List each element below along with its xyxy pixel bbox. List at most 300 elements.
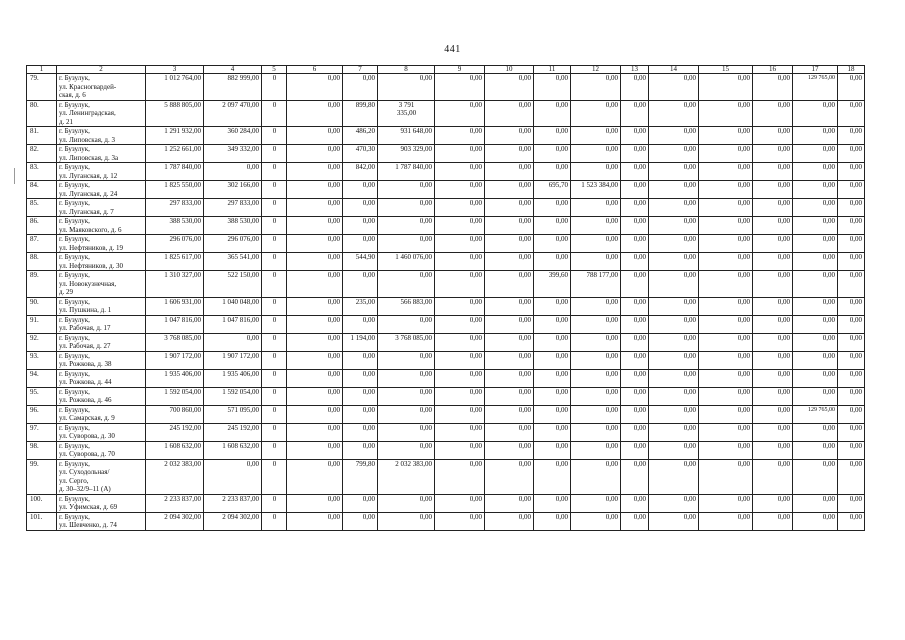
table-row bbox=[27, 100, 865, 127]
value-cell: 0,00 bbox=[699, 351, 753, 369]
value-cell: 0,00 bbox=[621, 271, 649, 298]
header-cell: 5 bbox=[262, 66, 287, 74]
address-cell bbox=[57, 100, 146, 127]
value-cell: 296 076,00 bbox=[204, 235, 262, 253]
value-cell: 0,00 bbox=[287, 315, 343, 333]
value-cell: 0,00 bbox=[753, 297, 793, 315]
cell-line: ул. Луганская, д. 7 bbox=[59, 207, 114, 216]
value-cell: 0,00 bbox=[793, 199, 838, 217]
cell-line: 3 791 bbox=[398, 100, 415, 109]
table-row bbox=[27, 441, 865, 459]
value-cell: 0,00 bbox=[287, 351, 343, 369]
value-cell: 235,00 bbox=[343, 297, 378, 315]
value-cell: 700 860,00 bbox=[146, 405, 204, 423]
value-cell: 1 935 406,00 bbox=[204, 369, 262, 387]
value-cell: 0,00 bbox=[485, 369, 534, 387]
address-cell bbox=[57, 351, 146, 369]
value-cell: 0,00 bbox=[793, 145, 838, 163]
value-cell: 0,00 bbox=[343, 441, 378, 459]
cell-line: ул. Маяковского, д. 6 bbox=[59, 225, 122, 234]
value-cell: 0,00 bbox=[699, 315, 753, 333]
value-cell: 0,00 bbox=[699, 494, 753, 512]
value-cell: 0,00 bbox=[838, 74, 865, 101]
row-number: 86. bbox=[27, 217, 57, 235]
address-cell bbox=[57, 297, 146, 315]
page-number: 441 bbox=[444, 44, 461, 55]
value-cell: 0,00 bbox=[699, 333, 753, 351]
value-cell: 0,00 bbox=[485, 127, 534, 145]
value-cell: 0,00 bbox=[287, 100, 343, 127]
value-cell: 1 047 816,00 bbox=[146, 315, 204, 333]
value-cell: 0,00 bbox=[534, 423, 571, 441]
value-cell: 0,00 bbox=[287, 459, 343, 494]
value-cell: 0,00 bbox=[378, 217, 435, 235]
cell-line: ул. Луганская, д. 12 bbox=[59, 171, 118, 180]
table-row bbox=[27, 494, 865, 512]
value-cell: 5 888 805,00 bbox=[146, 100, 204, 127]
value-cell: 0,00 bbox=[485, 181, 534, 199]
value-cell: 0,00 bbox=[343, 235, 378, 253]
value-cell: 1 787 840,00 bbox=[378, 163, 435, 181]
value-cell: 0,00 bbox=[621, 217, 649, 235]
cell-line: г. Бузулук, bbox=[59, 333, 90, 342]
value-cell: 0,00 bbox=[378, 423, 435, 441]
value-cell: 0,00 bbox=[621, 369, 649, 387]
value-cell: 296 076,00 bbox=[146, 235, 204, 253]
value-cell: 0 bbox=[262, 74, 287, 101]
address-cell bbox=[57, 387, 146, 405]
value-cell: 0,00 bbox=[378, 235, 435, 253]
value-cell: 0,00 bbox=[378, 405, 435, 423]
value-cell: 0,00 bbox=[838, 441, 865, 459]
value-cell: 0,00 bbox=[621, 387, 649, 405]
value-cell: 1 787 840,00 bbox=[146, 163, 204, 181]
value-cell: 0,00 bbox=[435, 494, 485, 512]
address-cell bbox=[57, 199, 146, 217]
value-cell: 0,00 bbox=[753, 253, 793, 271]
value-cell: 0,00 bbox=[571, 163, 621, 181]
value-cell: 0,00 bbox=[699, 387, 753, 405]
cell-line: ул. Рабочая, д. 27 bbox=[59, 342, 111, 350]
value-cell: 0,00 bbox=[699, 441, 753, 459]
value-cell: 0,00 bbox=[649, 333, 699, 351]
value-cell: 0,00 bbox=[287, 199, 343, 217]
address-cell bbox=[57, 459, 146, 494]
table-row bbox=[27, 253, 865, 271]
table-row bbox=[27, 405, 865, 423]
value-cell: 0,00 bbox=[753, 405, 793, 423]
value-cell: 0,00 bbox=[793, 297, 838, 315]
value-cell: 0,00 bbox=[649, 351, 699, 369]
value-cell: 0,00 bbox=[287, 253, 343, 271]
value-cell: 0,00 bbox=[287, 387, 343, 405]
address-cell bbox=[57, 253, 146, 271]
header-cell: 3 bbox=[146, 66, 204, 74]
value-cell: 1 040 048,00 bbox=[204, 297, 262, 315]
row-number: 90. bbox=[27, 297, 57, 315]
value-cell: 0,00 bbox=[793, 181, 838, 199]
address-cell bbox=[57, 271, 146, 298]
value-cell: 0,00 bbox=[571, 459, 621, 494]
value-cell: 0,00 bbox=[485, 217, 534, 235]
table-row bbox=[27, 199, 865, 217]
value-cell: 0,00 bbox=[534, 351, 571, 369]
value-cell: 0,00 bbox=[753, 145, 793, 163]
value-cell bbox=[378, 100, 435, 127]
value-cell: 0,00 bbox=[571, 512, 621, 530]
cell-line: ул. Нефтяников, д. 19 bbox=[59, 243, 124, 252]
value-cell: 0,00 bbox=[534, 387, 571, 405]
value-cell: 0 bbox=[262, 351, 287, 369]
value-cell: 0,00 bbox=[204, 459, 262, 494]
value-cell: 0,00 bbox=[343, 405, 378, 423]
value-cell: 0 bbox=[262, 333, 287, 351]
value-cell: 0,00 bbox=[287, 74, 343, 101]
value-cell: 0 bbox=[262, 315, 287, 333]
value-cell: 0,00 bbox=[287, 423, 343, 441]
value-cell: 1 825 550,00 bbox=[146, 181, 204, 199]
address-cell bbox=[57, 127, 146, 145]
value-cell: 0,00 bbox=[378, 494, 435, 512]
value-cell: 0,00 bbox=[343, 423, 378, 441]
value-cell: 0,00 bbox=[534, 163, 571, 181]
value-cell: 0,00 bbox=[571, 423, 621, 441]
value-cell: 0,00 bbox=[287, 405, 343, 423]
value-cell: 0,00 bbox=[534, 315, 571, 333]
address-cell bbox=[57, 494, 146, 512]
value-cell: 0,00 bbox=[649, 100, 699, 127]
cell-line: г. Бузулук, bbox=[59, 297, 90, 306]
value-cell: 0,00 bbox=[649, 369, 699, 387]
cell-line: ул. Суворова, д. 70 bbox=[59, 450, 115, 458]
value-cell: 0,00 bbox=[838, 127, 865, 145]
value-cell: 0 bbox=[262, 369, 287, 387]
value-cell: 882 999,00 bbox=[204, 74, 262, 101]
value-cell: 0,00 bbox=[649, 297, 699, 315]
value-cell: 0,00 bbox=[621, 253, 649, 271]
address-cell bbox=[57, 405, 146, 423]
address-cell bbox=[57, 217, 146, 235]
cell-line: г. Бузулук, bbox=[59, 351, 90, 360]
value-cell: 0 bbox=[262, 494, 287, 512]
value-cell: 0,00 bbox=[378, 369, 435, 387]
value-cell: 0,00 bbox=[343, 199, 378, 217]
table-row bbox=[27, 387, 865, 405]
value-cell: 0,00 bbox=[343, 369, 378, 387]
cell-line: ул. Рожкова, д. 38 bbox=[59, 360, 112, 368]
value-cell: 0,00 bbox=[485, 423, 534, 441]
table-row bbox=[27, 512, 865, 530]
address-cell bbox=[57, 369, 146, 387]
value-cell: 0 bbox=[262, 127, 287, 145]
value-cell: 0,00 bbox=[753, 351, 793, 369]
value-cell: 302 166,00 bbox=[204, 181, 262, 199]
cell-line: г. Бузулук, bbox=[59, 387, 90, 396]
value-cell: 0,00 bbox=[534, 74, 571, 101]
value-cell: 0,00 bbox=[753, 217, 793, 235]
value-cell: 0,00 bbox=[485, 271, 534, 298]
table-row bbox=[27, 423, 865, 441]
value-cell: 544,90 bbox=[343, 253, 378, 271]
value-cell: 0,00 bbox=[485, 235, 534, 253]
value-cell: 0,00 bbox=[534, 235, 571, 253]
address-cell bbox=[57, 74, 146, 101]
value-cell: 0,00 bbox=[793, 441, 838, 459]
value-cell: 695,70 bbox=[534, 181, 571, 199]
value-cell: 0,00 bbox=[571, 253, 621, 271]
header-cell: 2 bbox=[57, 66, 146, 74]
value-cell: 1 291 932,00 bbox=[146, 127, 204, 145]
value-cell: 0,00 bbox=[793, 253, 838, 271]
value-cell: 0,00 bbox=[485, 199, 534, 217]
value-cell: 0,00 bbox=[534, 459, 571, 494]
cell-line: ул. Липовская, д. 3 bbox=[59, 135, 115, 144]
value-cell: 0,00 bbox=[753, 512, 793, 530]
data-table bbox=[26, 65, 865, 531]
cell-line: ул. Луганская, д. 24 bbox=[59, 189, 118, 198]
value-cell: 0,00 bbox=[621, 145, 649, 163]
value-cell: 349 332,00 bbox=[204, 145, 262, 163]
value-cell: 0,00 bbox=[838, 297, 865, 315]
value-cell: 0,00 bbox=[753, 181, 793, 199]
row-number: 85. bbox=[27, 199, 57, 217]
value-cell: 0,00 bbox=[649, 163, 699, 181]
value-cell: 0,00 bbox=[699, 199, 753, 217]
value-cell: 931 648,00 bbox=[378, 127, 435, 145]
cell-line: г. Бузулук, bbox=[59, 512, 90, 521]
value-cell: 0,00 bbox=[793, 494, 838, 512]
value-cell: 0,00 bbox=[435, 100, 485, 127]
value-cell: 0,00 bbox=[343, 351, 378, 369]
cell-line: ул. Самарская, д. 9 bbox=[59, 414, 115, 422]
value-cell: 0,00 bbox=[699, 253, 753, 271]
value-cell: 0,00 bbox=[621, 297, 649, 315]
cell-line: ул. Серго, bbox=[59, 476, 89, 485]
value-cell: 1 907 172,00 bbox=[146, 351, 204, 369]
value-cell: 0,00 bbox=[485, 297, 534, 315]
cell-line: ул. Ленинградская, bbox=[59, 109, 116, 117]
value-cell: 0,00 bbox=[343, 74, 378, 101]
cell-line: ул. Липовская, д. 3а bbox=[59, 153, 119, 162]
value-cell: 3 768 085,00 bbox=[378, 333, 435, 351]
value-cell: 2 233 837,00 bbox=[146, 494, 204, 512]
value-cell: 0,00 bbox=[287, 217, 343, 235]
value-cell: 0,00 bbox=[435, 351, 485, 369]
value-cell: 0,00 bbox=[649, 74, 699, 101]
value-cell: 0,00 bbox=[378, 351, 435, 369]
value-cell: 0,00 bbox=[571, 235, 621, 253]
value-cell: 0,00 bbox=[343, 387, 378, 405]
row-number: 87. bbox=[27, 235, 57, 253]
value-cell: 0,00 bbox=[343, 181, 378, 199]
header-cell: 15 bbox=[699, 66, 753, 74]
value-cell: 0,00 bbox=[435, 145, 485, 163]
cell-line: ул. Рожкова, д. 44 bbox=[59, 378, 112, 386]
value-cell: 0,00 bbox=[435, 181, 485, 199]
scan-margin-mark bbox=[14, 168, 15, 184]
value-cell: 1 608 632,00 bbox=[146, 441, 204, 459]
value-cell: 0,00 bbox=[534, 369, 571, 387]
cell-line: д. 21 bbox=[59, 117, 74, 126]
value-cell: 0,00 bbox=[287, 333, 343, 351]
cell-line: д. 29 bbox=[59, 288, 74, 296]
value-cell: 1 194,00 bbox=[343, 333, 378, 351]
value-cell: 0,00 bbox=[485, 163, 534, 181]
value-cell: 0,00 bbox=[753, 100, 793, 127]
value-cell: 0,00 bbox=[571, 441, 621, 459]
value-cell: 0,00 bbox=[435, 369, 485, 387]
value-cell: 0 bbox=[262, 199, 287, 217]
value-cell: 0,00 bbox=[838, 235, 865, 253]
table-row bbox=[27, 459, 865, 494]
value-cell: 0 bbox=[262, 217, 287, 235]
cell-line: ул. Рожкова, д. 46 bbox=[59, 396, 112, 404]
value-cell: 0,00 bbox=[621, 423, 649, 441]
header-cell: 14 bbox=[649, 66, 699, 74]
value-cell: 0,00 bbox=[287, 494, 343, 512]
value-cell: 0,00 bbox=[621, 181, 649, 199]
header-cell: 13 bbox=[621, 66, 649, 74]
value-cell: 0 bbox=[262, 297, 287, 315]
value-cell: 0,00 bbox=[753, 387, 793, 405]
value-cell: 0,00 bbox=[649, 253, 699, 271]
value-cell: 0,00 bbox=[435, 163, 485, 181]
value-cell: 1 608 632,00 bbox=[204, 441, 262, 459]
value-cell: 0,00 bbox=[793, 333, 838, 351]
header-cell: 8 bbox=[378, 66, 435, 74]
value-cell: 0,00 bbox=[649, 217, 699, 235]
cell-line: 335,00 bbox=[396, 109, 417, 117]
cell-line: ская, д. 6 bbox=[59, 91, 86, 99]
value-cell: 0,00 bbox=[343, 315, 378, 333]
value-cell: 365 541,00 bbox=[204, 253, 262, 271]
value-cell: 0,00 bbox=[838, 369, 865, 387]
value-cell: 0,00 bbox=[378, 181, 435, 199]
value-cell: 0,00 bbox=[838, 181, 865, 199]
value-cell: 1 460 076,00 bbox=[378, 253, 435, 271]
table-header-row bbox=[27, 66, 865, 74]
value-cell: 0,00 bbox=[793, 369, 838, 387]
value-cell: 0,00 bbox=[435, 423, 485, 441]
value-cell: 0,00 bbox=[699, 217, 753, 235]
value-cell: 0,00 bbox=[534, 127, 571, 145]
value-cell: 0,00 bbox=[699, 181, 753, 199]
value-cell: 0,00 bbox=[204, 163, 262, 181]
cell-line: г. Бузулук, bbox=[59, 199, 90, 207]
row-number: 84. bbox=[27, 181, 57, 199]
cell-line: ул. Пушкина, д. 1 bbox=[59, 306, 112, 314]
value-cell: 0,00 bbox=[485, 441, 534, 459]
address-cell bbox=[57, 441, 146, 459]
table-row bbox=[27, 271, 865, 298]
value-cell: 0,00 bbox=[838, 163, 865, 181]
value-cell: 522 150,00 bbox=[204, 271, 262, 298]
value-cell: 0,00 bbox=[621, 163, 649, 181]
value-cell: 0,00 bbox=[753, 127, 793, 145]
value-cell: 571 095,00 bbox=[204, 405, 262, 423]
value-cell: 0,00 bbox=[435, 199, 485, 217]
value-cell: 0 bbox=[262, 181, 287, 199]
header-cell: 11 bbox=[534, 66, 571, 74]
value-cell: 0,00 bbox=[649, 494, 699, 512]
value-cell: 0,00 bbox=[753, 163, 793, 181]
value-cell: 0,00 bbox=[753, 423, 793, 441]
value-cell: 0,00 bbox=[793, 271, 838, 298]
cell-line: г. Бузулук, bbox=[59, 235, 90, 243]
value-cell: 0,00 bbox=[287, 297, 343, 315]
value-cell: 0,00 bbox=[838, 100, 865, 127]
table-row bbox=[27, 235, 865, 253]
value-cell: 1 592 054,00 bbox=[204, 387, 262, 405]
value-cell: 0,00 bbox=[793, 127, 838, 145]
value-cell: 245 192,00 bbox=[204, 423, 262, 441]
value-cell: 0,00 bbox=[838, 333, 865, 351]
row-number: 95. bbox=[27, 387, 57, 405]
cell-line: г. Бузулук, bbox=[59, 441, 90, 450]
value-cell: 0,00 bbox=[793, 387, 838, 405]
value-cell: 0,00 bbox=[571, 100, 621, 127]
value-cell: 0,00 bbox=[621, 459, 649, 494]
cell-line: г. Бузулук, bbox=[59, 100, 90, 109]
value-cell: 0,00 bbox=[838, 315, 865, 333]
value-cell: 0,00 bbox=[343, 217, 378, 235]
value-cell: 0,00 bbox=[534, 253, 571, 271]
value-cell: 0,00 bbox=[534, 333, 571, 351]
table-row bbox=[27, 351, 865, 369]
value-cell: 0,00 bbox=[753, 315, 793, 333]
table-row bbox=[27, 315, 865, 333]
value-cell: 0,00 bbox=[343, 512, 378, 530]
address-cell bbox=[57, 145, 146, 163]
cell-line: г. Бузулук, bbox=[59, 494, 90, 503]
value-cell: 129 765,00 bbox=[793, 74, 838, 101]
value-cell: 0,00 bbox=[753, 199, 793, 217]
value-cell: 0,00 bbox=[621, 441, 649, 459]
value-cell: 0,00 bbox=[793, 512, 838, 530]
value-cell: 0,00 bbox=[649, 387, 699, 405]
value-cell: 0,00 bbox=[287, 127, 343, 145]
value-cell: 0 bbox=[262, 441, 287, 459]
value-cell: 0,00 bbox=[571, 351, 621, 369]
value-cell: 0,00 bbox=[649, 441, 699, 459]
value-cell: 2 094 302,00 bbox=[146, 512, 204, 530]
value-cell: 0,00 bbox=[649, 423, 699, 441]
row-number: 92. bbox=[27, 333, 57, 351]
row-number: 98. bbox=[27, 441, 57, 459]
value-cell: 0,00 bbox=[287, 145, 343, 163]
value-cell: 788 177,00 bbox=[571, 271, 621, 298]
value-cell: 0,00 bbox=[571, 199, 621, 217]
value-cell: 0,00 bbox=[485, 351, 534, 369]
value-cell: 0 bbox=[262, 145, 287, 163]
value-cell: 0,00 bbox=[534, 512, 571, 530]
value-cell: 0 bbox=[262, 235, 287, 253]
value-cell: 0,00 bbox=[753, 271, 793, 298]
value-cell: 0,00 bbox=[378, 271, 435, 298]
value-cell: 0,00 bbox=[571, 333, 621, 351]
value-cell: 0,00 bbox=[621, 74, 649, 101]
value-cell: 1 606 931,00 bbox=[146, 297, 204, 315]
address-cell bbox=[57, 235, 146, 253]
value-cell: 1 825 617,00 bbox=[146, 253, 204, 271]
header-cell: 16 bbox=[753, 66, 793, 74]
value-cell: 0 bbox=[262, 163, 287, 181]
value-cell: 0,00 bbox=[753, 333, 793, 351]
value-cell: 0 bbox=[262, 512, 287, 530]
value-cell: 0,00 bbox=[699, 127, 753, 145]
value-cell: 0,00 bbox=[793, 315, 838, 333]
value-cell: 0,00 bbox=[485, 405, 534, 423]
